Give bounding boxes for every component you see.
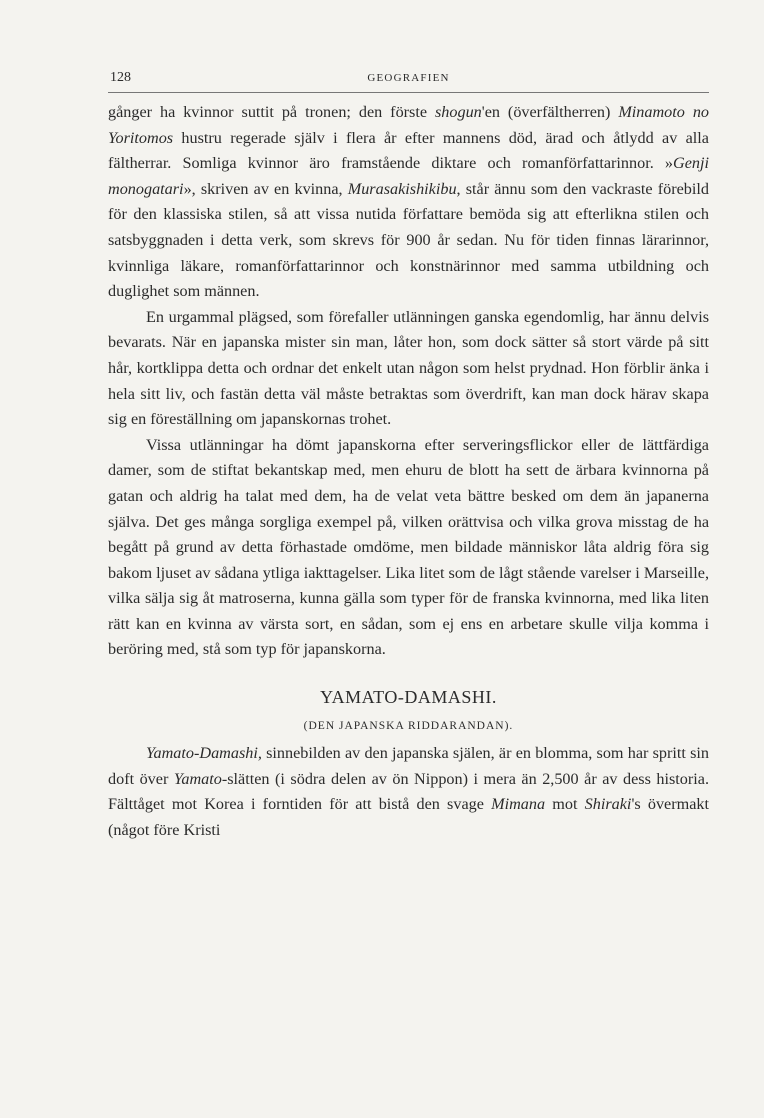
page-number: 128 bbox=[110, 70, 131, 85]
text-span: 's övermakt (något före Kristi bbox=[108, 795, 709, 839]
text-span: », skriven av en kvinna, bbox=[183, 179, 348, 198]
text-span: , står ännu som den vackraste förebild för den klassiska stilen, så att vissa nutida författare bemöda sig att efterlikna stilen och satsbyggnaden i detta verk, som skrevs för 900 år sedan. Nu för tiden finnas lärarinnor, kvinnliga läkare, romanförfattarinnor och konstnärinnor med samma utbildning och duglighet som männen. bbox=[108, 179, 709, 301]
italic-term: Genji monogatari bbox=[108, 154, 709, 198]
italic-term: Minamoto no Yoritomos bbox=[108, 103, 710, 147]
paragraph-2: En urgammal plägsed, som förefaller utlänningen ganska egendomlig, har ännu delvis bevarats. När en japanska mister sin man, låter hon, som dock sätter så stort värde på sitt hår, kortklippa detta och ordnar det enkelt utan någon som helst prydnad. Hon förblir änka i hela sitt liv, och fastän detta väl måste betraktas som överdrift, kan man dock härav skapa sig en föreställning om japanskornas trohet. bbox=[108, 307, 709, 429]
text-span: mot bbox=[545, 795, 585, 814]
paragraph-4 bbox=[108, 741, 709, 843]
italic-term: Mimana bbox=[491, 795, 546, 814]
page-header bbox=[108, 70, 709, 93]
running-head: GEOGRAFIEN bbox=[367, 72, 450, 84]
text-span: gånger ha kvinnor suttit på tronen; den förste bbox=[108, 103, 435, 121]
text-span: -slätten (i södra delen av ön Nippon) i mera än 2,500 år av dess historia. Fälttåget mot Korea i forntiden för att bistå den svage bbox=[108, 769, 710, 814]
italic-term: Murasakishikibu bbox=[347, 179, 457, 198]
italic-term: Shiraki bbox=[584, 795, 632, 814]
text-span: sinnebilden av den japanska själen, är en blomma, som har spritt sin doft över bbox=[108, 744, 709, 788]
italic-term: Yamato bbox=[173, 769, 222, 788]
section-title: YAMATO-DAMASHI. bbox=[320, 687, 497, 708]
text-span: hustru regerade själv i flera år efter mannens död, ärad och åtlydd av alla fältherrar. Somliga kvinnor äro framstående diktare och romanförfattarinnor. » bbox=[108, 128, 709, 173]
text-span: 'en (överfältherren) bbox=[481, 103, 619, 121]
italic-term: shogun bbox=[435, 103, 482, 121]
italic-term: Yamato-Damashi, bbox=[146, 744, 262, 763]
section-subtitle: (DEN JAPANSKA RIDDARANDAN). bbox=[303, 720, 514, 733]
paragraph-3: Vissa utlänningar ha dömt japanskorna efter serveringsflickor eller de lättfärdiga damer, som de stiftat bekantskap med, men ehuru de blott ha sett de ärbara kvinnorna på gatan och aldrig ha talat med dem, ha de velat veta bättre besked om dem än japanerna själva. Det ges många sorgliga exempel på, vilken orättvisa och vilka grova misstag de ha begått på grund av detta förhastade omdöme, men bildade människor låta aldrig föra sig bakom ljuset av sådana ytliga iakttagelser. Lika litet som de lågt stående varelser i Marseille, vilka sälja sig åt matroserna, kunna gälla som typer för de franska kvinnorna, med lika liten rätt kan en kvinna av värsta sort, en sådan, som ej ens en arbetare skulle vilja komma i beröring med, stå som typ för japanskorna. bbox=[108, 435, 709, 659]
paragraph-1 bbox=[108, 100, 709, 305]
page-body bbox=[108, 100, 709, 843]
